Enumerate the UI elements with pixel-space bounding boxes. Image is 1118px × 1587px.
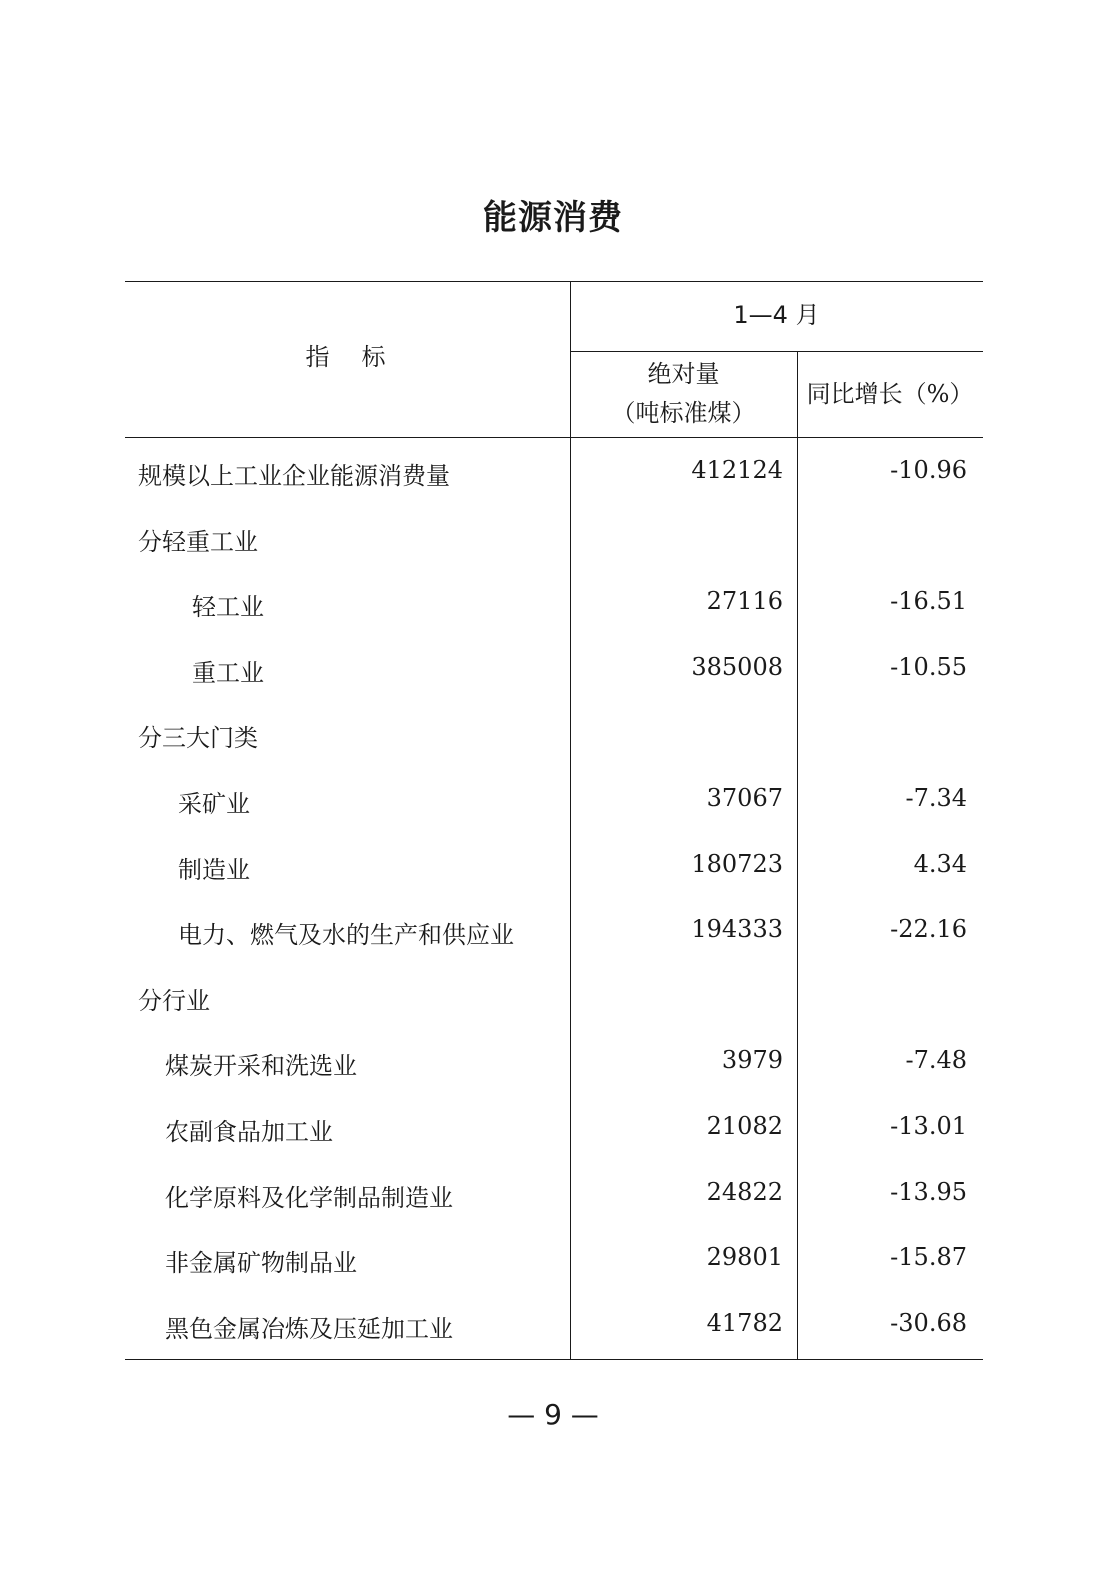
row-growth-value: -30.68 [890,1308,967,1337]
row-label: 制造业 [178,855,250,884]
row-absolute-value: 37067 [706,783,783,812]
row-label: 重工业 [192,658,264,687]
row-label: 非金属矿物制品业 [165,1249,357,1278]
table-row [125,832,983,898]
row-absolute-value: 24822 [706,1177,783,1206]
header-absolute-label: 绝对量 [647,360,720,388]
table-row [125,766,983,832]
table-row [125,438,983,504]
row-growth-value: 4.34 [913,849,967,878]
row-growth-value: -13.01 [890,1111,967,1140]
page-number: — 9 — [507,1398,599,1431]
table-row [125,635,983,701]
row-growth-value: -13.95 [890,1177,967,1206]
row-label: 电力、燃气及水的生产和供应业 [178,921,514,950]
table-row [125,1225,983,1291]
row-absolute-value: 412124 [691,456,783,484]
header-divider [570,351,983,352]
row-absolute-value: 41782 [706,1308,783,1337]
table-row [125,897,983,963]
header-period: 1—4 月 [733,301,820,329]
row-label: 采矿业 [178,789,250,818]
row-absolute-value: 27116 [706,587,783,616]
table-body [125,438,983,1356]
header-growth-label: 同比增长（%） [806,380,974,408]
row-label: 农副食品加工业 [165,1117,333,1146]
row-growth-value: -22.16 [890,915,967,944]
table-row [125,1094,983,1160]
row-label: 分三大门类 [138,724,258,753]
row-absolute-value: 180723 [691,849,783,878]
row-growth-value: -7.34 [905,783,967,812]
table-row [125,963,983,1029]
header-index-label: 指 标 [305,343,390,371]
page-title: 能源消费 [483,198,623,238]
table-row [125,504,983,570]
row-label: 黑色金属冶炼及压延加工业 [165,1314,453,1343]
row-growth-value: -15.87 [890,1243,967,1272]
table-row [125,1028,983,1094]
row-label: 煤炭开采和洗选业 [165,1052,357,1081]
row-absolute-value: 21082 [706,1111,783,1140]
table-row [125,569,983,635]
row-growth-value: -16.51 [890,587,967,616]
row-absolute-value: 29801 [706,1243,783,1272]
row-absolute-value: 3979 [721,1046,783,1075]
row-label: 化学原料及化学制品制造业 [165,1183,453,1212]
row-label: 规模以上工业企业能源消费量 [138,462,450,490]
row-label: 轻工业 [192,593,264,622]
row-absolute-value: 385008 [691,652,783,681]
row-growth-value: -10.55 [890,652,967,681]
table-row [125,700,983,766]
row-absolute-value: 194333 [691,915,783,944]
energy-consumption-table [125,281,983,1360]
row-growth-value: -10.96 [890,456,967,484]
row-label: 分轻重工业 [138,527,258,556]
table-row [125,1291,983,1357]
table-row [125,1160,983,1226]
row-label: 分行业 [138,986,210,1015]
header-absolute-unit: （吨标准煤） [611,399,756,427]
row-growth-value: -7.48 [905,1046,967,1075]
